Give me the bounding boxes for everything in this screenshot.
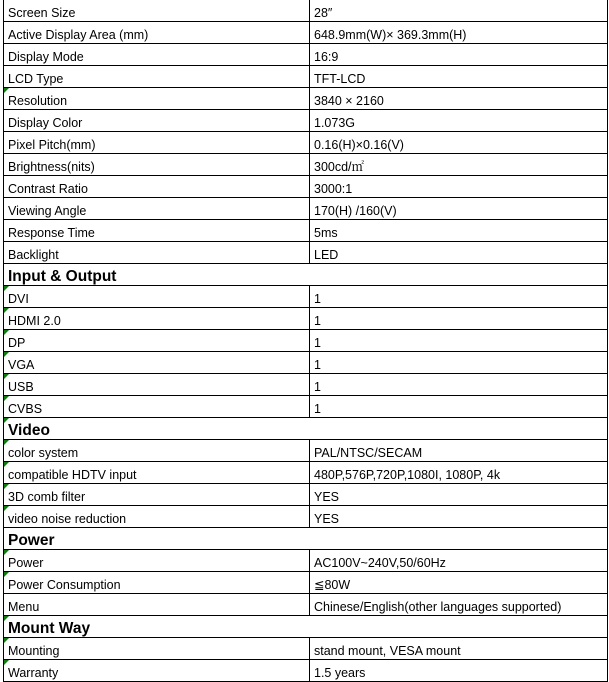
spec-row: [4, 484, 608, 506]
spec-label-cell[interactable]: Active Display Area (mm): [4, 22, 310, 44]
spec-row: [4, 154, 608, 176]
spec-label-cell[interactable]: Pixel Pitch(mm): [4, 132, 310, 154]
spec-value-cell[interactable]: 3000:1: [310, 176, 608, 198]
section-title[interactable]: Power: [4, 528, 310, 550]
spec-value-cell[interactable]: 1.5 years: [310, 660, 608, 682]
section-header-row: [4, 264, 608, 286]
spec-label-cell[interactable]: VGA: [4, 352, 310, 374]
spec-label-cell[interactable]: Power Consumption: [4, 572, 310, 594]
spec-label-cell[interactable]: compatible HDTV input: [4, 462, 310, 484]
spec-row: [4, 440, 608, 462]
spec-label-cell[interactable]: Brightness(nits): [4, 154, 310, 176]
spec-value-cell[interactable]: AC100V~240V,50/60Hz: [310, 550, 608, 572]
spec-row: [4, 396, 608, 418]
spec-value-cell[interactable]: 300cd/㎡: [310, 154, 608, 176]
spec-value-cell[interactable]: 5ms: [310, 220, 608, 242]
spec-row: [4, 220, 608, 242]
spec-row: [4, 660, 608, 682]
spec-label-cell[interactable]: HDMI 2.0: [4, 308, 310, 330]
section-title[interactable]: Mount Way: [4, 616, 310, 638]
spec-value-cell[interactable]: 1: [310, 308, 608, 330]
spec-row: [4, 374, 608, 396]
spec-label-cell[interactable]: Resolution: [4, 88, 310, 110]
spec-row: [4, 0, 608, 22]
spec-label-cell[interactable]: 3D comb filter: [4, 484, 310, 506]
spec-label-cell[interactable]: Screen Size: [4, 0, 310, 22]
spec-row: [4, 594, 608, 616]
spec-row: [4, 132, 608, 154]
spec-label-cell[interactable]: CVBS: [4, 396, 310, 418]
spec-value-cell[interactable]: 16:9: [310, 44, 608, 66]
spec-row: [4, 22, 608, 44]
spec-label-cell[interactable]: LCD Type: [4, 66, 310, 88]
spec-row: [4, 352, 608, 374]
spec-row: [4, 572, 608, 594]
section-header-row: [4, 616, 608, 638]
spec-value-cell[interactable]: 1: [310, 352, 608, 374]
spec-label-cell[interactable]: Contrast Ratio: [4, 176, 310, 198]
spec-value-cell[interactable]: PAL/NTSC/SECAM: [310, 440, 608, 462]
spec-value-cell[interactable]: 3840 × 2160: [310, 88, 608, 110]
spec-label-cell[interactable]: Display Mode: [4, 44, 310, 66]
spec-label-cell[interactable]: video noise reduction: [4, 506, 310, 528]
spec-row: [4, 308, 608, 330]
spec-row: [4, 242, 608, 264]
section-title[interactable]: Video: [4, 418, 310, 440]
spec-value-cell[interactable]: Chinese/English(other languages supported): [310, 594, 608, 616]
spec-row: [4, 198, 608, 220]
spec-value-cell[interactable]: 0.16(H)×0.16(V): [310, 132, 608, 154]
spec-value-cell[interactable]: stand mount, VESA mount: [310, 638, 608, 660]
section-header-row: [4, 528, 608, 550]
spec-value-cell[interactable]: 1: [310, 286, 608, 308]
spec-value-cell[interactable]: 170(H) /160(V): [310, 198, 608, 220]
spec-label-cell[interactable]: Warranty: [4, 660, 310, 682]
spec-label-cell[interactable]: Display Color: [4, 110, 310, 132]
section-header-row: [4, 418, 608, 440]
spec-row: [4, 66, 608, 88]
spec-label-cell[interactable]: DP: [4, 330, 310, 352]
spec-row: [4, 462, 608, 484]
section-filler-cell[interactable]: [310, 418, 608, 440]
spec-row: [4, 176, 608, 198]
section-filler-cell[interactable]: [310, 528, 608, 550]
spec-label-cell[interactable]: Menu: [4, 594, 310, 616]
spec-table: [3, 0, 608, 682]
spec-row: [4, 88, 608, 110]
section-filler-cell[interactable]: [310, 264, 608, 286]
spec-label-cell[interactable]: USB: [4, 374, 310, 396]
spec-row: [4, 286, 608, 308]
spec-row: [4, 44, 608, 66]
spec-value-cell[interactable]: 1.073G: [310, 110, 608, 132]
spec-value-cell[interactable]: YES: [310, 484, 608, 506]
spec-value-cell[interactable]: 1: [310, 396, 608, 418]
spec-label-cell[interactable]: color system: [4, 440, 310, 462]
spec-value-cell[interactable]: ≦80W: [310, 572, 608, 594]
spec-label-cell[interactable]: DVI: [4, 286, 310, 308]
spec-value-cell[interactable]: TFT-LCD: [310, 66, 608, 88]
spec-label-cell[interactable]: Response Time: [4, 220, 310, 242]
spec-value-cell[interactable]: 1: [310, 374, 608, 396]
section-filler-cell[interactable]: [310, 616, 608, 638]
spec-label-cell[interactable]: Viewing Angle: [4, 198, 310, 220]
spec-label-cell[interactable]: Backlight: [4, 242, 310, 264]
spec-value-cell[interactable]: 28″: [310, 0, 608, 22]
spec-label-cell[interactable]: Mounting: [4, 638, 310, 660]
section-title[interactable]: Input & Output: [4, 264, 310, 286]
spec-label-cell[interactable]: Power: [4, 550, 310, 572]
spec-row: [4, 330, 608, 352]
spec-value-cell[interactable]: LED: [310, 242, 608, 264]
spec-value-cell[interactable]: YES: [310, 506, 608, 528]
spec-row: [4, 506, 608, 528]
spec-row: [4, 550, 608, 572]
spec-value-cell[interactable]: 1: [310, 330, 608, 352]
spec-row: [4, 638, 608, 660]
spec-row: [4, 110, 608, 132]
spec-value-cell[interactable]: 648.9mm(W)× 369.3mm(H): [310, 22, 608, 44]
spec-value-cell[interactable]: 480P,576P,720P,1080I, 1080P, 4k: [310, 462, 608, 484]
